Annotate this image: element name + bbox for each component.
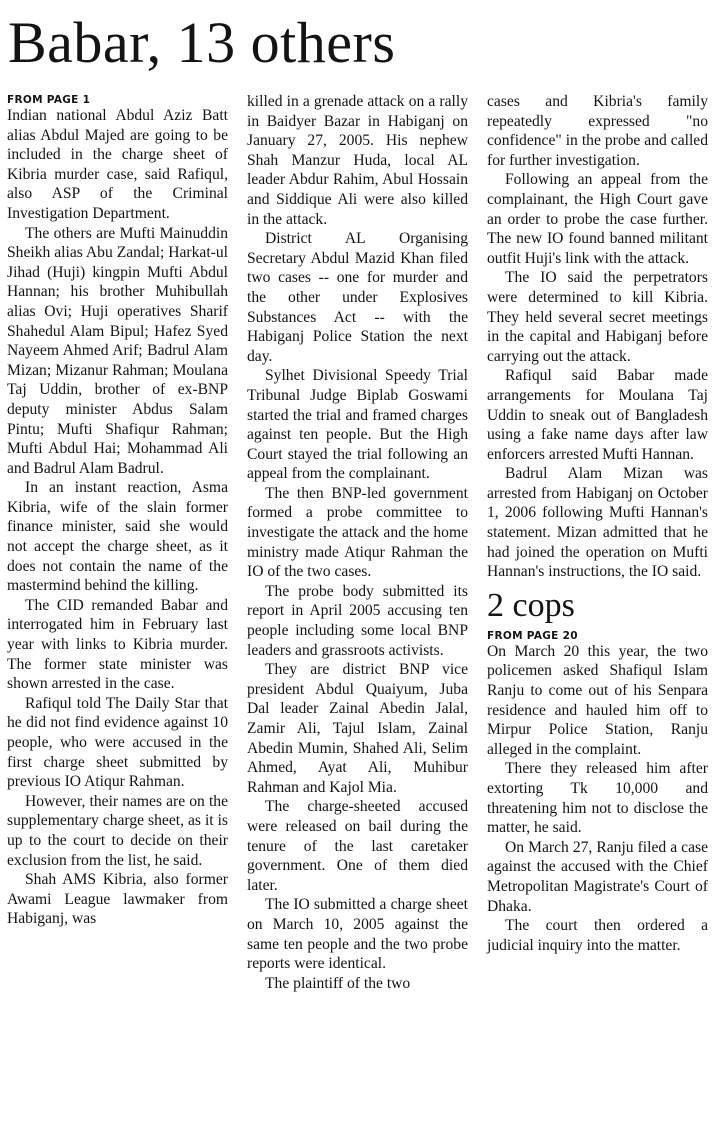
- paragraph: Rafiqul said Babar made arrangements for Moulana Taj Uddin to sneak out of Bangladesh using a fake name days after law enforcers arrested Mufti Hannan.: [487, 367, 708, 463]
- paragraph: Indian national Abdul Aziz Batt alias Abdul Majed are going to be included in the charge sheet of Kibria murder case, said Rafiqul, also ASP of the Criminal Investigation Department.: [7, 107, 228, 222]
- paragraph: killed in a grenade attack on a rally in Baidyer Bazar in Habiganj on January 27, 2005. His nephew Shah Manzur Huda, local AL leader Abdur Rahim, Abul Hossain and Siddique Ali were also killed in the attack.: [247, 93, 468, 228]
- paragraph: There they released him after extorting Tk 10,000 and threatening him not to disclose the matter, he said.: [487, 760, 708, 837]
- story2-headline: 2 cops: [487, 586, 575, 624]
- paragraph: The IO submitted a charge sheet on March 10, 2005 against the same ten people and the two probe reports were identical.: [247, 896, 468, 973]
- paragraph: The CID remanded Babar and interrogated him in February last year with links to Kibria murder. The former state minister was shown arrested in the case.: [7, 596, 228, 693]
- paragraph: The plaintiff of the two: [265, 974, 411, 992]
- paragraph: Following an appeal from the complainant, the High Court gave an order to probe the case further. The new IO found banned militant outfit Huji's link with the attack.: [487, 171, 708, 267]
- column-3: [487, 92, 708, 955]
- headline: Babar, 13 others: [8, 10, 396, 75]
- paragraph: District AL Organising Secretary Abdul Mazid Khan filed two cases -- one for murder and the other under Explosives Substances Act -- with the Habiganj Police Station the next day.: [247, 230, 468, 365]
- paragraph: In an instant reaction, Asma Kibria, wife of the slain former finance minister, said she would not accept the charge sheet, as it does not contain the name of the mastermind behind the killing.: [7, 479, 228, 595]
- paragraph: Shah AMS Kibria, also former Awami League lawmaker from Habiganj, was: [7, 871, 228, 928]
- paragraph: They are district BNP vice president Abdul Quaiyum, Juba Dal leader Zainal Abedin Jalal, Zamir Ali, Tajul Islam, Zainal Abedin Mumin, Shahed Ali, Selim Ahmed, Ayat Ali, Muhibur Rahman and Kajol Mia.: [247, 661, 468, 796]
- paragraph: The probe body submitted its report in April 2005 accusing ten people including some local BNP leaders and grassroots activists.: [247, 582, 468, 659]
- paragraph: cases and Kibria's family repeatedly expressed "no confidence" in the probe and called for further investigation.: [487, 93, 708, 169]
- paragraph: Sylhet Divisional Speedy Trial Tribunal Judge Biplab Goswami started the trial and framed charges against ten people. But the High Court stayed the trial following an appeal from the complainant.: [247, 367, 468, 483]
- paragraph: The IO said the perpetrators were determined to kill Kibria. They held several secret meetings in the capital and Habiganj before carrying out the attack.: [487, 269, 708, 365]
- paragraph: However, their names are on the supplementary charge sheet, as it is up to the court to decide on their exclusion from the list, he said.: [7, 792, 228, 869]
- column-2: [247, 92, 468, 993]
- column-1: [7, 92, 228, 929]
- paragraph: On March 20 this year, the two policemen asked Shafiqul Islam Ranju to come out of his Senpara residence and hauled him off to Mirpur Police Station, Ranju alleged in the complaint.: [487, 642, 708, 758]
- story2-kicker: FROM PAGE 20: [487, 629, 578, 642]
- paragraph: Rafiqul told The Daily Star that he did not find evidence against 10 people, who were accused in the first charge sheet submitted by previous IO Atiqur Rahman.: [7, 694, 228, 791]
- paragraph: The then BNP-led government formed a probe committee to investigate the attack and the home ministry made Atiqur Rahman the IO of the two cases.: [247, 484, 468, 581]
- story1-kicker: FROM PAGE 1: [7, 94, 91, 106]
- paragraph: Badrul Alam Mizan was arrested from Habiganj on October 1, 2006 following Mufti Hannan's statement. Mizan admitted that he had joined the operation on Mufti Hannan's instructions, the IO said.: [487, 465, 708, 581]
- paragraph: The others are Mufti Mainuddin Sheikh alias Abu Zandal; Harkat-ul Jihad (Huji) kingpin Mufti Abdul Hannan; his brother Muhibullah alias Ovi; Huji operatives Sharif Shahedul Alam Bipul; Hafez Syed Nayeem Ahmed Arif; Badrul Alam Mizan; Mizanur Rahman; Moulana Taj Uddin, brother of ex-BNP deputy minister Abdus Salam Pintu; Mufti Shafiqur Rahman; Mufti Abdul Hai; Mohammad Ali and Badrul Alam Badrul.: [7, 224, 228, 477]
- paragraph: The charge-sheeted accused were released on bail during the tenure of the last caretaker government. One of them died later.: [247, 798, 468, 894]
- paragraph: On March 27, Ranju filed a case against the accused with the Chief Metropolitan Magistrate's Court of Dhaka.: [487, 838, 708, 915]
- paragraph: The court then ordered a judicial inquiry into the matter.: [487, 917, 708, 954]
